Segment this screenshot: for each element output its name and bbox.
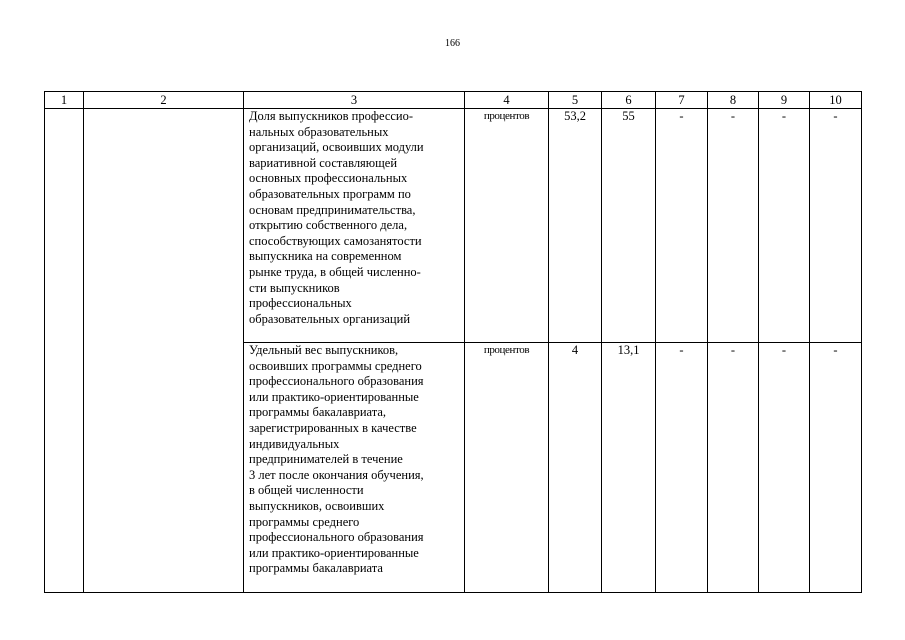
value-cell: - [759, 109, 810, 343]
column-header: 4 [465, 92, 549, 109]
value-cell: - [656, 343, 708, 593]
goal-cell [84, 109, 244, 343]
indicator-text-line: предпринимателей в течение [249, 452, 403, 467]
indicator-text-line: 3 лет после окончания обучения, [249, 467, 424, 482]
unit-cell: процентов [465, 109, 549, 343]
table-row [45, 109, 862, 343]
column-header: 3 [244, 92, 465, 109]
row-number-cell [45, 343, 84, 593]
indicator-text-line: выпускников, освоивших [249, 498, 385, 513]
indicator-text-line: программы бакалавриата [249, 561, 383, 576]
indicator-name-cell [244, 343, 465, 593]
value-cell: - [656, 109, 708, 343]
indicator-text-line: или практико-ориентированные [249, 389, 419, 404]
indicator-text-line: основам предпринимательства, [249, 202, 416, 217]
value-cell: - [759, 343, 810, 593]
column-header: 10 [810, 92, 862, 109]
indicator-text-line: профессионального образования [249, 530, 424, 545]
table-header-row [45, 92, 862, 109]
indicator-text-line: профессиональных [249, 296, 352, 311]
indicator-text-line: профессионального образования [249, 374, 424, 389]
indicator-text-line: индивидуальных [249, 436, 340, 451]
indicator-text-line: выпускника на современном [249, 249, 402, 264]
indicator-text-line: вариативной составляющей [249, 155, 398, 170]
indicator-text-line: основных профессиональных [249, 171, 408, 186]
row-number-cell [45, 109, 84, 343]
indicator-text-line: зарегистрированных в качестве [249, 420, 417, 435]
column-header: 8 [708, 92, 759, 109]
value-cell: - [708, 109, 759, 343]
column-header: 9 [759, 92, 810, 109]
indicator-text-line: освоивших программы среднего [249, 358, 422, 373]
indicator-text-line: сти выпускников [249, 280, 340, 295]
page-number: 166 [445, 38, 460, 49]
indicator-text-line: образовательных программ по [249, 186, 411, 201]
indicator-text-line: способствующих самозанятости [249, 233, 422, 248]
value-cell: - [810, 109, 862, 343]
column-header: 2 [84, 92, 244, 109]
indicator-text-line: Удельный вес выпускников, [249, 343, 399, 357]
indicator-text-line: образовательных организаций [249, 311, 411, 326]
indicator-text-line: в общей численности [249, 483, 364, 498]
indicator-text-line: или практико-ориентированные [249, 545, 419, 560]
value-cell: 4 [549, 343, 602, 593]
indicator-text-line: нальных образовательных [249, 124, 389, 139]
column-header: 7 [656, 92, 708, 109]
indicator-name-cell [244, 109, 465, 343]
indicator-text-line: Доля выпускников профессио- [249, 109, 414, 123]
value-cell: 53,2 [549, 109, 602, 343]
indicator-text-line: программы бакалавриата, [249, 405, 387, 420]
indicators-table [44, 91, 862, 593]
value-cell: - [708, 343, 759, 593]
indicator-text-line: организаций, освоивших модули [249, 140, 424, 155]
column-header: 6 [602, 92, 656, 109]
indicator-text-line: открытию собственного дела, [249, 218, 408, 233]
unit-cell: процентов [465, 343, 549, 593]
indicator-text-line: программы среднего [249, 514, 360, 529]
value-cell: - [810, 343, 862, 593]
value-cell: 55 [602, 109, 656, 343]
indicator-text-line: рынке труда, в общей численно- [249, 264, 421, 279]
column-header: 5 [549, 92, 602, 109]
column-header: 1 [45, 92, 84, 109]
table-row [45, 343, 862, 593]
value-cell: 13,1 [602, 343, 656, 593]
goal-cell [84, 343, 244, 593]
